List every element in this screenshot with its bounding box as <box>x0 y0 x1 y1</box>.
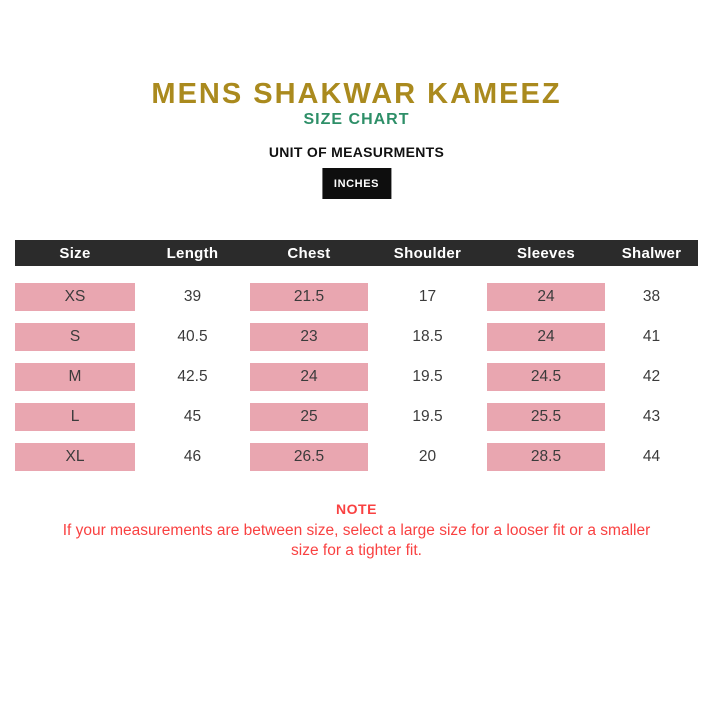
page-title: MENS SHAKWAR KAMEEZ <box>151 78 562 110</box>
cell-shoulder: 18.5 <box>412 328 443 345</box>
table-header-row <box>15 240 698 266</box>
header-cell-shalwer: Shalwer <box>621 244 682 262</box>
cell-shoulder: 19.5 <box>412 368 443 385</box>
note-heading: NOTE <box>336 501 377 517</box>
cell-length: 46 <box>183 448 202 465</box>
unit-inches-badge: INCHES <box>322 168 391 199</box>
cell-shalwer: 38 <box>642 288 661 305</box>
cell-sleeves: 25.5 <box>487 403 605 431</box>
table-row-l <box>15 403 698 431</box>
table-row-xl <box>15 443 698 471</box>
size-table-body <box>15 283 698 471</box>
cell-length: 45 <box>183 408 202 425</box>
cell-size: XL <box>15 443 135 471</box>
cell-shalwer: 41 <box>642 328 661 345</box>
unit-of-measurement-label: UNIT OF MEASURMENTS <box>268 144 445 160</box>
cell-size: S <box>15 323 135 351</box>
cell-shalwer: 44 <box>642 448 661 465</box>
cell-shalwer: 42 <box>642 368 661 385</box>
cell-chest: 24 <box>250 363 368 391</box>
cell-size: L <box>15 403 135 431</box>
cell-sleeves: 24 <box>487 323 605 351</box>
page-subtitle: SIZE CHART <box>303 111 410 128</box>
header-cell-length: Length <box>166 244 219 262</box>
cell-length: 42.5 <box>177 368 208 385</box>
cell-sleeves: 24.5 <box>487 363 605 391</box>
cell-length: 39 <box>183 288 202 305</box>
cell-shoulder: 20 <box>418 448 437 465</box>
table-row-xs <box>15 283 698 311</box>
cell-chest: 23 <box>250 323 368 351</box>
cell-chest: 21.5 <box>250 283 368 311</box>
cell-sleeves: 24 <box>487 283 605 311</box>
header-cell-chest: Chest <box>287 244 331 262</box>
cell-shoulder: 17 <box>418 288 437 305</box>
note-text: If your measurements are between size, select a large size for a looser fit or a smaller size for a tighter fit. <box>62 522 651 560</box>
cell-length: 40.5 <box>177 328 208 345</box>
cell-chest: 25 <box>250 403 368 431</box>
cell-chest: 26.5 <box>250 443 368 471</box>
cell-size: M <box>15 363 135 391</box>
cell-sleeves: 28.5 <box>487 443 605 471</box>
cell-shoulder: 19.5 <box>412 408 443 425</box>
table-row-m <box>15 363 698 391</box>
header-cell-sleeves: Sleeves <box>517 244 575 262</box>
header-cell-size: Size <box>59 244 91 262</box>
table-row-s <box>15 323 698 351</box>
header-cell-shoulder: Shoulder <box>393 244 462 262</box>
cell-size: XS <box>15 283 135 311</box>
cell-shalwer: 43 <box>642 408 661 425</box>
